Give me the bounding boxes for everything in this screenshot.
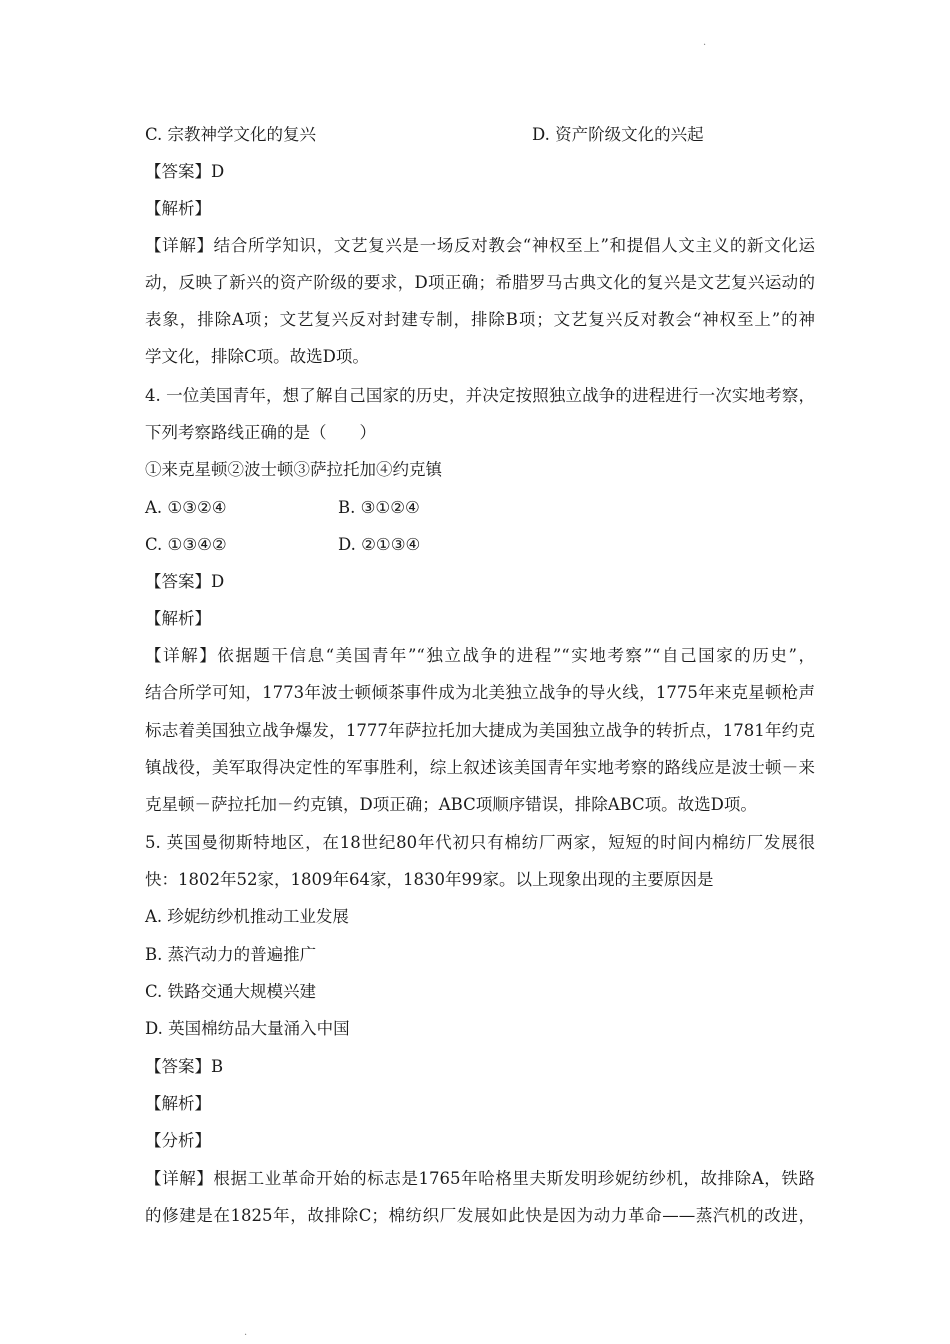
q5-stem-line: 快：1802年52家，1809年64家，1830年99家。以上现象出现的主要原因是 bbox=[145, 870, 714, 889]
q5-analysis: 【解析】 bbox=[145, 1094, 211, 1113]
q3-detail-line: 【详解】结合所学知识，文艺复兴是一场反对教会“神权至上”和提倡人文主义的新文化运 bbox=[145, 236, 815, 255]
q4-detail-line: 镇战役，美军取得决定性的军事胜利，综上叙述该美国青年实地考察的路线应是波士顿－来 bbox=[145, 758, 815, 777]
q5-detail-line: 的修建是在1825年，故排除C；棉纺织厂发展如此快是因为动力革命——蒸汽机的改进， bbox=[145, 1206, 815, 1225]
q5-detail-line: 【详解】根据工业革命开始的标志是1765年哈格里夫斯发明珍妮纺纱机，故排除A，铁路 bbox=[145, 1169, 815, 1188]
q4-analysis: 【解析】 bbox=[145, 609, 211, 628]
q5-stem-line: 5. 英国曼彻斯特地区，在18世纪80年代初只有棉纺厂两家，短短的时间内棉纺厂发展很 bbox=[145, 833, 815, 852]
q3-answer: 【答案】D bbox=[145, 162, 225, 181]
q5-answer: 【答案】B bbox=[145, 1057, 224, 1076]
q3-analysis: 【解析】 bbox=[145, 199, 211, 218]
q3-option-c: C. 宗教神学文化的复兴 bbox=[145, 125, 317, 144]
q4-answer: 【答案】D bbox=[145, 572, 225, 591]
q3-option-d: D. 资产阶级文化的兴起 bbox=[532, 125, 704, 144]
q5-option-b: B. 蒸汽动力的普遍推广 bbox=[145, 945, 317, 964]
q4-stem-line: 4. 一位美国青年，想了解自己国家的历史，并决定按照独立战争的进程进行一次实地考察， bbox=[145, 386, 815, 405]
q4-detail-line: 结合所学可知，1773年波士顿倾茶事件成为北美独立战争的导火线，1775年来克星顿枪声 bbox=[145, 683, 815, 702]
decorative-dot: · bbox=[703, 40, 707, 51]
q3-detail-line: 学文化，排除C项。故选D项。 bbox=[145, 347, 369, 366]
decorative-dot: · bbox=[244, 1330, 248, 1341]
q5-option-c: C. 铁路交通大规模兴建 bbox=[145, 982, 317, 1001]
q4-detail-line: 克星顿－萨拉托加－约克镇，D项正确；ABC项顺序错误，排除ABC项。故选D项。 bbox=[145, 795, 757, 814]
q3-detail-line: 动，反映了新兴的资产阶级的要求，D项正确；希腊罗马古典文化的复兴是文艺复兴运动的 bbox=[145, 273, 815, 292]
q3-detail-line: 表象，排除A项；文艺复兴反对封建专制，排除B项；文艺复兴反对教会“神权至上”的神 bbox=[145, 310, 815, 329]
q4-detail-line: 标志着美国独立战争爆发，1777年萨拉托加大捷成为美国独立战争的转折点，1781年约克 bbox=[145, 721, 815, 740]
q5-option-a: A. 珍妮纺纱机推动工业发展 bbox=[145, 907, 349, 926]
q4-option-a: A. ①③②④ bbox=[145, 498, 227, 517]
q4-stem-line: 下列考察路线正确的是（ ） bbox=[145, 423, 376, 442]
q4-option-d: D. ②①③④ bbox=[338, 535, 421, 554]
q4-items: ①来克星顿②波士顿③萨拉托加④约克镇 bbox=[145, 460, 442, 479]
q4-option-c: C. ①③④② bbox=[145, 535, 227, 554]
q5-fenxi: 【分析】 bbox=[145, 1131, 211, 1150]
q4-detail-line: 【详解】依据题干信息“美国青年”“独立战争的进程”“实地考察”“自己国家的历史”， bbox=[145, 646, 815, 665]
q4-option-b: B. ③①②④ bbox=[338, 498, 420, 517]
q5-option-d: D. 英国棉纺品大量涌入中国 bbox=[145, 1019, 350, 1038]
